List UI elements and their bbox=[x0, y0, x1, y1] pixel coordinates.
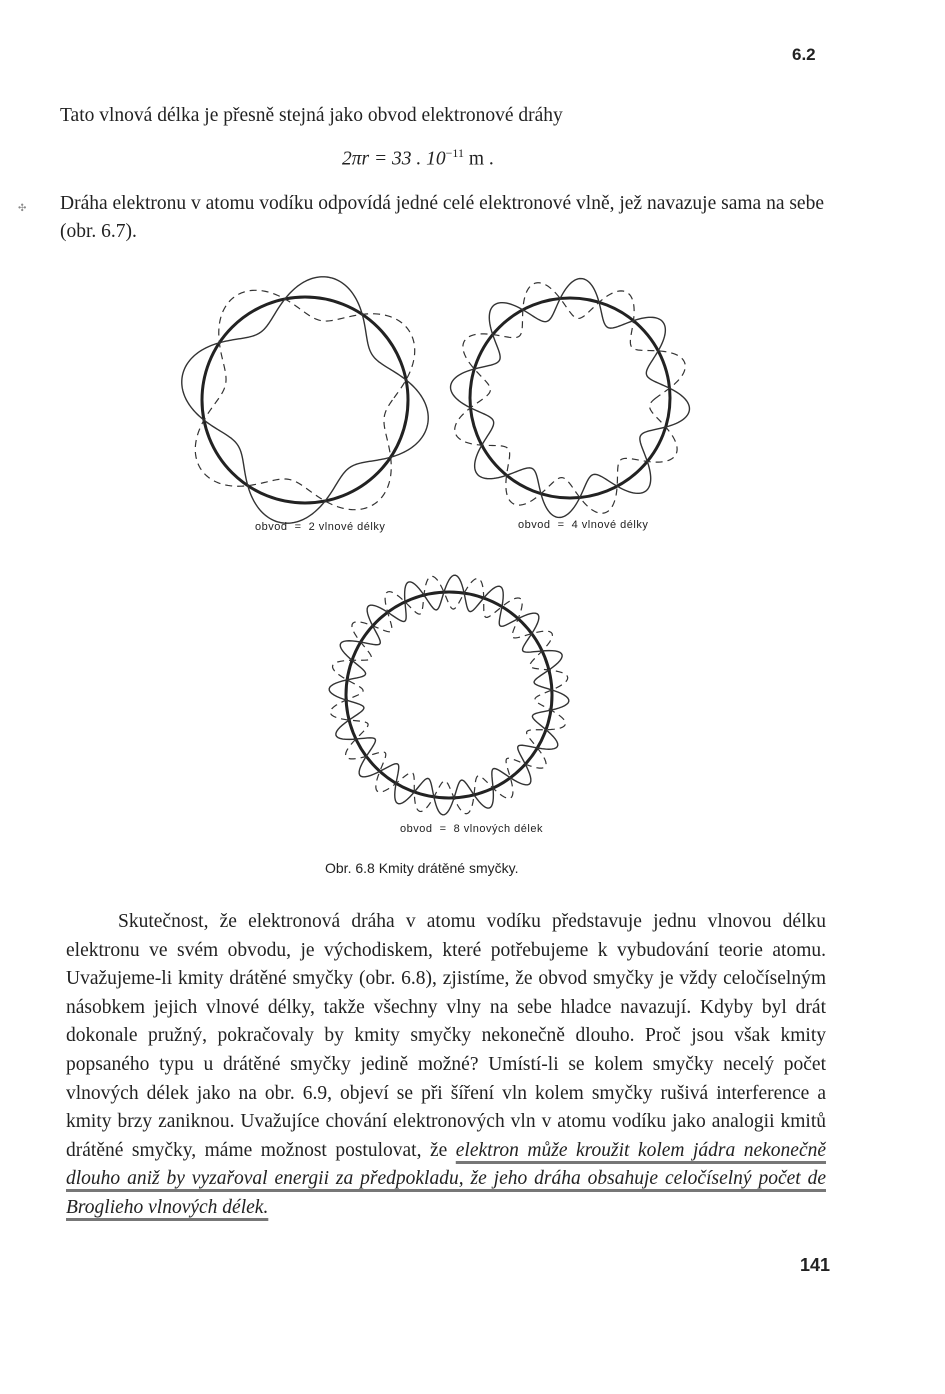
loop-circle bbox=[470, 298, 670, 498]
wave-dashed bbox=[330, 576, 567, 813]
paragraph-3-text: Skutečnost, že elektronová dráha v atomu vodíku představuje jednu vlnovou délku elektronu ve svém obvodu, je východiskem, které potřebujeme k vybudování teorie atomu. Uvažujeme-li kmity drátěné smyčky (obr. 6.8), zjistíme, že obvod smyčky je vždy celočíselným násobkem jejich vlnové délky, takže všechny vlny na sebe hladce navazují. Kdyby byl drát dokonale pružný, pokračovaly by kmity smyčky nekonečně dlouho. Proč jsou však kmity popsaného typu u drátěné smyčky jedině možné? Umístí-li se kolem smyčky necelý počet vlnových délek jako na obr. 6.9, objeví se při šíření vln kolem smyčky rušivá interference a kmity brzy zaniknou. Uvažujíce chování elektronových vln v atomu vodíku jako analogii kmitů drátěné smyčky, máme možnost postulovat, že bbox=[66, 911, 826, 1161]
figure-2-wavelengths bbox=[182, 277, 428, 523]
equation-unit: m . bbox=[463, 148, 494, 170]
figure-8-wavelengths bbox=[329, 575, 569, 815]
wave-dashed bbox=[195, 290, 414, 509]
figure-4-wavelengths bbox=[451, 279, 690, 518]
equation-lhs: 2πr = 33 . 10 bbox=[342, 148, 446, 170]
margin-mark-icon: ✣ bbox=[18, 203, 27, 214]
paragraph-2: Dráha elektronu v atomu vodíku odpovídá jedné celé elektronové vlně, jež navazuje sama na sebe (obr. 6.7). bbox=[60, 193, 824, 242]
paragraph-1: Tato vlnová délka je přesně stejná jako obvod elektronové dráhy bbox=[60, 105, 563, 126]
figure-2-caption: obvod = 4 vlnové délky bbox=[518, 519, 649, 531]
loop-circle bbox=[202, 297, 408, 503]
figure-3-caption: obvod = 8 vlnových délek bbox=[400, 823, 543, 835]
figure-1-caption: obvod = 2 vlnové délky bbox=[255, 521, 386, 533]
paragraph-3 bbox=[66, 908, 826, 1223]
page-number: 141 bbox=[800, 1255, 831, 1275]
figure-caption: Obr. 6.8 Kmity drátěné smyčky. bbox=[325, 860, 519, 876]
wave-solid bbox=[182, 277, 428, 523]
wave-solid bbox=[329, 575, 569, 815]
wave-solid bbox=[451, 279, 690, 518]
paragraph-3-underlined: elektron může kroužit kolem jádra nekonečně dlouho aniž by vyzařoval energii za předpokladu, že jeho dráha obsahuje celočíselný počet de Broglieho vlnových délek. bbox=[66, 1139, 827, 1218]
loop-circle bbox=[346, 592, 552, 798]
equation-exponent: −11 bbox=[445, 146, 464, 160]
section-number: 6.2 bbox=[792, 45, 816, 64]
